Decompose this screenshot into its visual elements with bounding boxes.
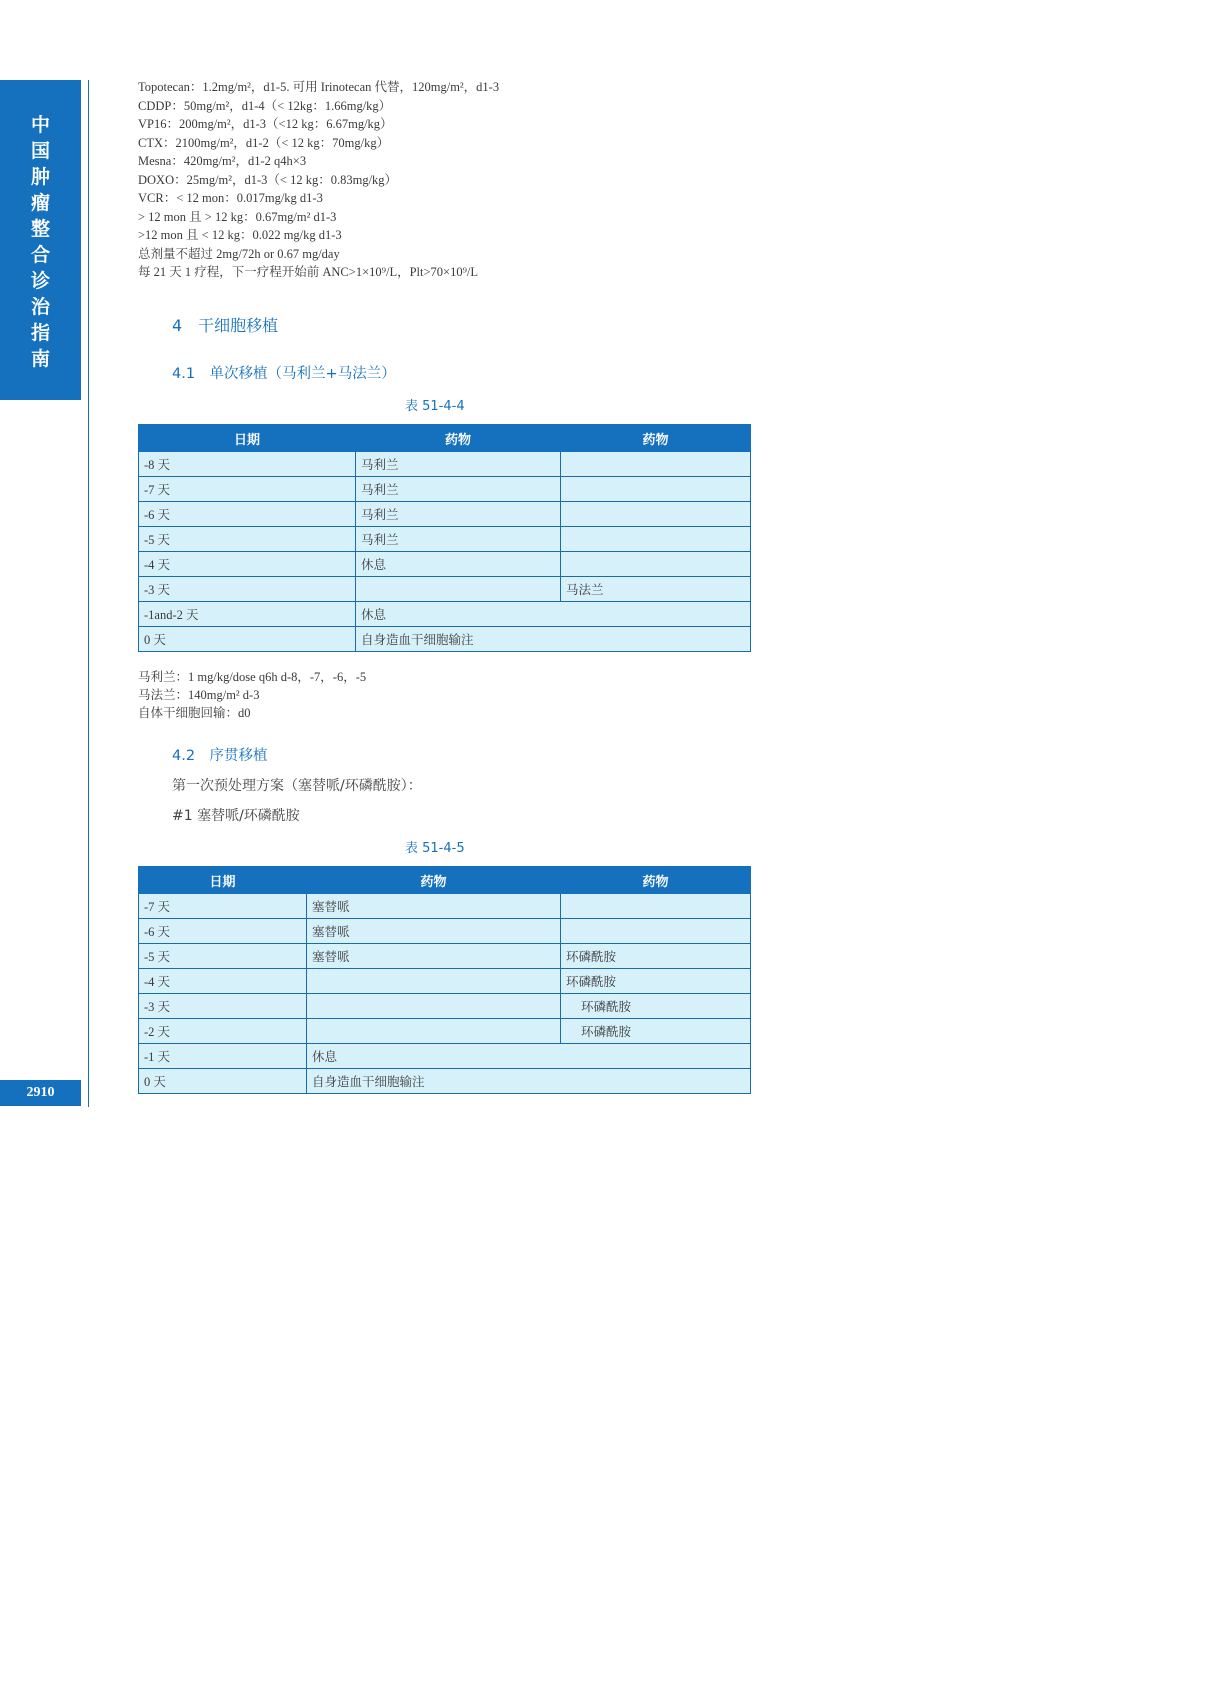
cell-day: 0 天	[139, 627, 356, 652]
dosage-line: VCR：< 12 mon：0.017mg/kg d1-3	[138, 191, 323, 205]
table-row	[139, 969, 751, 994]
sidebar-char: 中	[30, 114, 50, 136]
dosage-line: 每 21 天 1 疗程，下一疗程开始前 ANC>1×10⁹/L，Plt>70×10⁹/L	[138, 265, 479, 279]
cell-drug: 马利兰	[356, 477, 561, 502]
section-4-1-heading: 4.1 单次移植（马利兰+马法兰）	[172, 366, 396, 382]
table-1-notes	[138, 668, 366, 722]
dosage-line: Topotecan：1.2mg/m²，d1-5. 可用 Irinotecan 代替，120mg/m²，d1-3	[138, 80, 500, 94]
paragraph: #1 塞替哌/环磷酰胺	[172, 808, 300, 824]
table-row	[139, 552, 751, 577]
cell-drug: 休息	[356, 552, 561, 577]
table-row	[139, 502, 751, 527]
cell-drug: 塞替哌	[307, 944, 561, 969]
cell-drug: 马法兰	[561, 577, 751, 602]
dosage-line: >12 mon 且 < 12 kg：0.022 mg/kg d1-3	[138, 228, 342, 242]
cell-day: -3 天	[139, 994, 307, 1019]
page-number: 2910	[0, 1080, 81, 1106]
table-row	[139, 1019, 751, 1044]
section-4-heading: 4 干细胞移植	[172, 316, 279, 335]
table-row	[139, 527, 751, 552]
cell-drug	[307, 969, 561, 994]
table-row	[139, 577, 751, 602]
cell-drug	[561, 502, 751, 527]
column-header: 药物	[356, 425, 561, 452]
sidebar-char: 指	[30, 322, 50, 344]
column-header: 药物	[561, 425, 751, 452]
table-row	[139, 994, 751, 1019]
cell-drug: 环磷酰胺	[561, 944, 751, 969]
cell-drug-merged: 自身造血干细胞输注	[356, 627, 751, 652]
cell-drug: 塞替哌	[307, 919, 561, 944]
cell-drug	[307, 994, 561, 1019]
cell-drug	[561, 477, 751, 502]
cell-drug	[561, 452, 751, 477]
margin-rule	[88, 80, 89, 1107]
cell-drug: 马利兰	[356, 452, 561, 477]
table-row	[139, 452, 751, 477]
paragraph: 第一次预处理方案（塞替哌/环磷酰胺）：	[172, 778, 422, 794]
sidebar-char: 治	[30, 296, 50, 318]
table-header-row	[139, 425, 751, 452]
section-4-2-heading: 4.2 序贯移植	[172, 748, 268, 764]
table-row	[139, 602, 751, 627]
note-line: 马利兰：1 mg/kg/dose q6h d-8，-7，-6，-5	[138, 670, 367, 684]
cell-drug: 马利兰	[356, 527, 561, 552]
column-header: 药物	[561, 867, 751, 894]
cell-drug	[561, 527, 751, 552]
cell-drug	[561, 894, 751, 919]
cell-drug	[561, 919, 751, 944]
cell-drug-merged: 休息	[307, 1044, 751, 1069]
sidebar-char: 整	[30, 218, 50, 240]
table-row	[139, 1069, 751, 1094]
table-row	[139, 627, 751, 652]
table-sequential-transplant	[138, 866, 751, 1094]
table-2-caption: 表 51-4-5	[405, 841, 465, 856]
sidebar-char: 瘤	[30, 192, 50, 214]
cell-day: -7 天	[139, 894, 307, 919]
column-header: 日期	[139, 425, 356, 452]
cell-day: -6 天	[139, 919, 307, 944]
sidebar-char: 国	[30, 140, 50, 162]
sidebar-char: 合	[30, 244, 50, 266]
dosage-line: CDDP：50mg/m²，d1-4（< 12kg：1.66mg/kg）	[138, 98, 392, 113]
cell-day: -3 天	[139, 577, 356, 602]
dosage-line: DOXO：25mg/m²，d1-3（< 12 kg：0.83mg/kg）	[138, 172, 398, 187]
sidebar-char: 诊	[30, 270, 50, 292]
cell-day: -2 天	[139, 1019, 307, 1044]
cell-drug-merged: 休息	[356, 602, 751, 627]
cell-drug: 环磷酰胺	[561, 969, 751, 994]
cell-day: -5 天	[139, 944, 307, 969]
cell-drug	[356, 577, 561, 602]
table-1-caption: 表 51-4-4	[405, 399, 465, 414]
cell-day: -1and-2 天	[139, 602, 356, 627]
cell-day: -5 天	[139, 527, 356, 552]
cell-day: -4 天	[139, 552, 356, 577]
cell-drug-merged: 自身造血干细胞输注	[307, 1069, 751, 1094]
sidebar-char: 南	[30, 348, 50, 370]
dosage-line: 总剂量不超过 2mg/72h or 0.67 mg/day	[138, 246, 340, 261]
dosage-line: Mesna：420mg/m²，d1-2 q4h×3	[138, 154, 307, 168]
table-row	[139, 944, 751, 969]
sidebar-char: 肿	[30, 166, 50, 188]
cell-day: 0 天	[139, 1069, 307, 1094]
note-line: 自体干细胞回输：d0	[138, 706, 251, 720]
book-title-sidebar	[0, 80, 81, 400]
table-header-row	[139, 867, 751, 894]
cell-day: -6 天	[139, 502, 356, 527]
cell-drug: 环磷酰胺	[561, 994, 751, 1019]
table-single-transplant	[138, 424, 751, 652]
cell-drug: 环磷酰胺	[561, 1019, 751, 1044]
cell-day: -4 天	[139, 969, 307, 994]
dosage-line: VP16：200mg/m²，d1-3（<12 kg：6.67mg/kg）	[138, 117, 393, 131]
cell-drug	[561, 552, 751, 577]
table-row	[139, 477, 751, 502]
note-line: 马法兰：140mg/m² d-3	[138, 688, 260, 702]
cell-drug	[307, 1019, 561, 1044]
table-row	[139, 919, 751, 944]
column-header: 日期	[139, 867, 307, 894]
cell-day: -8 天	[139, 452, 356, 477]
table-row	[139, 894, 751, 919]
dosage-lines	[138, 78, 499, 282]
dosage-line: CTX：2100mg/m²，d1-2（< 12 kg：70mg/kg）	[138, 135, 390, 150]
table-row	[139, 1044, 751, 1069]
dosage-line: > 12 mon 且 > 12 kg：0.67mg/m² d1-3	[138, 209, 337, 224]
cell-drug: 马利兰	[356, 502, 561, 527]
cell-day: -1 天	[139, 1044, 307, 1069]
column-header: 药物	[307, 867, 561, 894]
cell-drug: 塞替哌	[307, 894, 561, 919]
cell-day: -7 天	[139, 477, 356, 502]
